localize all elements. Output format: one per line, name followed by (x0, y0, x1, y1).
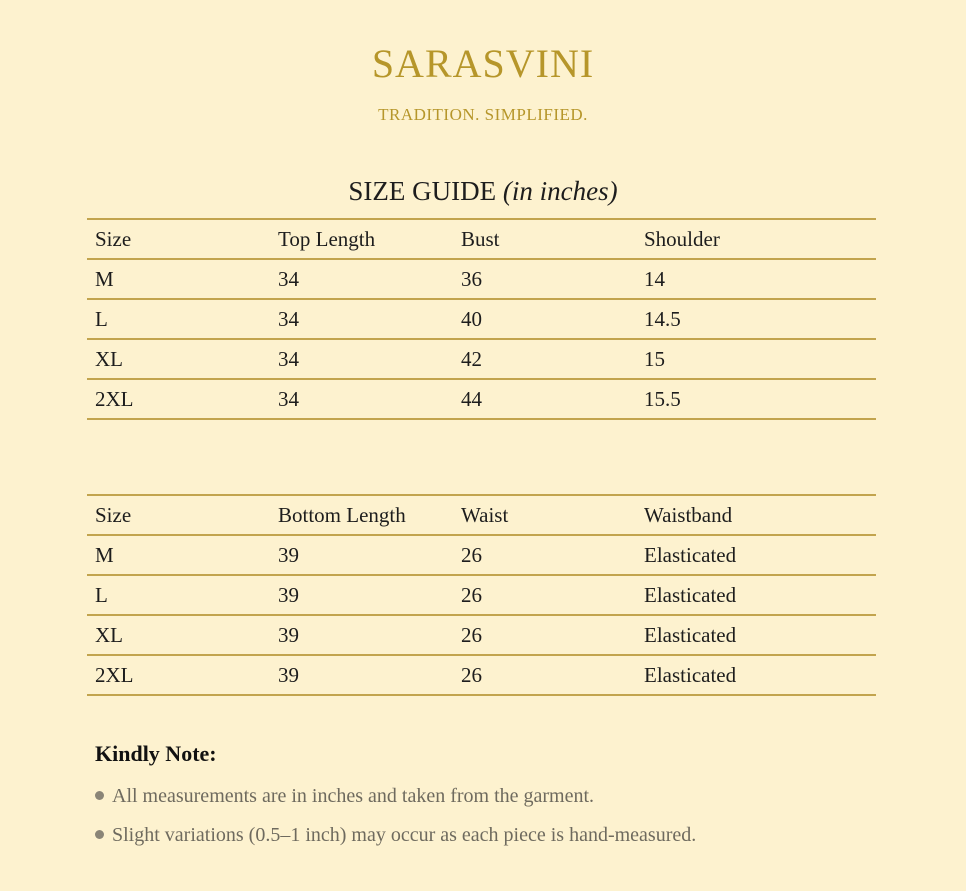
table-header-row (87, 219, 876, 259)
table-cell: 34 (270, 379, 453, 419)
table-cell: 14 (636, 259, 876, 299)
table-cell: 26 (453, 575, 636, 615)
table-cell: 39 (270, 535, 453, 575)
table-cell: 26 (453, 535, 636, 575)
table-row (87, 379, 876, 419)
table-cell: 26 (453, 655, 636, 695)
table-cell: XL (87, 615, 270, 655)
table-cell: 40 (453, 299, 636, 339)
table-cell: 42 (453, 339, 636, 379)
size-guide-unit: (in inches) (502, 176, 618, 206)
bullet-icon (95, 830, 104, 839)
table-cell: 34 (270, 259, 453, 299)
table-header-cell: Top Length (270, 219, 453, 259)
table-cell: 39 (270, 615, 453, 655)
table-cell: 34 (270, 339, 453, 379)
table-cell: 39 (270, 575, 453, 615)
table-header-cell: Waistband (636, 495, 876, 535)
top-size-table (87, 218, 876, 420)
table-header-cell: Size (87, 495, 270, 535)
note-title: Kindly Note: (95, 741, 217, 766)
size-guide-title: SIZE GUIDE (348, 176, 497, 206)
table-cell: 14.5 (636, 299, 876, 339)
table-header-cell: Size (87, 219, 270, 259)
table-cell: 34 (270, 299, 453, 339)
table-cell: 26 (453, 615, 636, 655)
table-cell: Elasticated (636, 655, 876, 695)
table-row (87, 535, 876, 575)
table-cell: 15 (636, 339, 876, 379)
table-header-cell: Waist (453, 495, 636, 535)
table-row (87, 299, 876, 339)
brand-tagline: TRADITION. SIMPLIFIED. (378, 105, 588, 124)
table-header-cell: Shoulder (636, 219, 876, 259)
brand-name: SARASVINI (371, 41, 595, 86)
table-header-cell: Bottom Length (270, 495, 453, 535)
note-text: Slight variations (0.5–1 inch) may occur as each piece is hand-measured. (112, 824, 697, 846)
bullet-icon (95, 791, 104, 800)
table-header-row (87, 495, 876, 535)
table-cell: 2XL (87, 655, 270, 695)
size-guide-heading (0, 176, 966, 207)
table-cell: M (87, 535, 270, 575)
table-cell: XL (87, 339, 270, 379)
table-cell: Elasticated (636, 615, 876, 655)
note-text: All measurements are in inches and taken from the garment. (112, 785, 595, 807)
note-item (95, 824, 696, 847)
table-cell: 2XL (87, 379, 270, 419)
bottom-size-table (87, 494, 876, 696)
table-cell: 15.5 (636, 379, 876, 419)
table-cell: 44 (453, 379, 636, 419)
table-cell: L (87, 299, 270, 339)
table-row (87, 259, 876, 299)
table-cell: 39 (270, 655, 453, 695)
table-row (87, 655, 876, 695)
note-item (95, 785, 594, 808)
table-cell: 36 (453, 259, 636, 299)
table-cell: M (87, 259, 270, 299)
table-cell: Elasticated (636, 575, 876, 615)
table-row (87, 575, 876, 615)
table-cell: Elasticated (636, 535, 876, 575)
table-row (87, 339, 876, 379)
table-header-cell: Bust (453, 219, 636, 259)
table-cell: L (87, 575, 270, 615)
table-row (87, 615, 876, 655)
